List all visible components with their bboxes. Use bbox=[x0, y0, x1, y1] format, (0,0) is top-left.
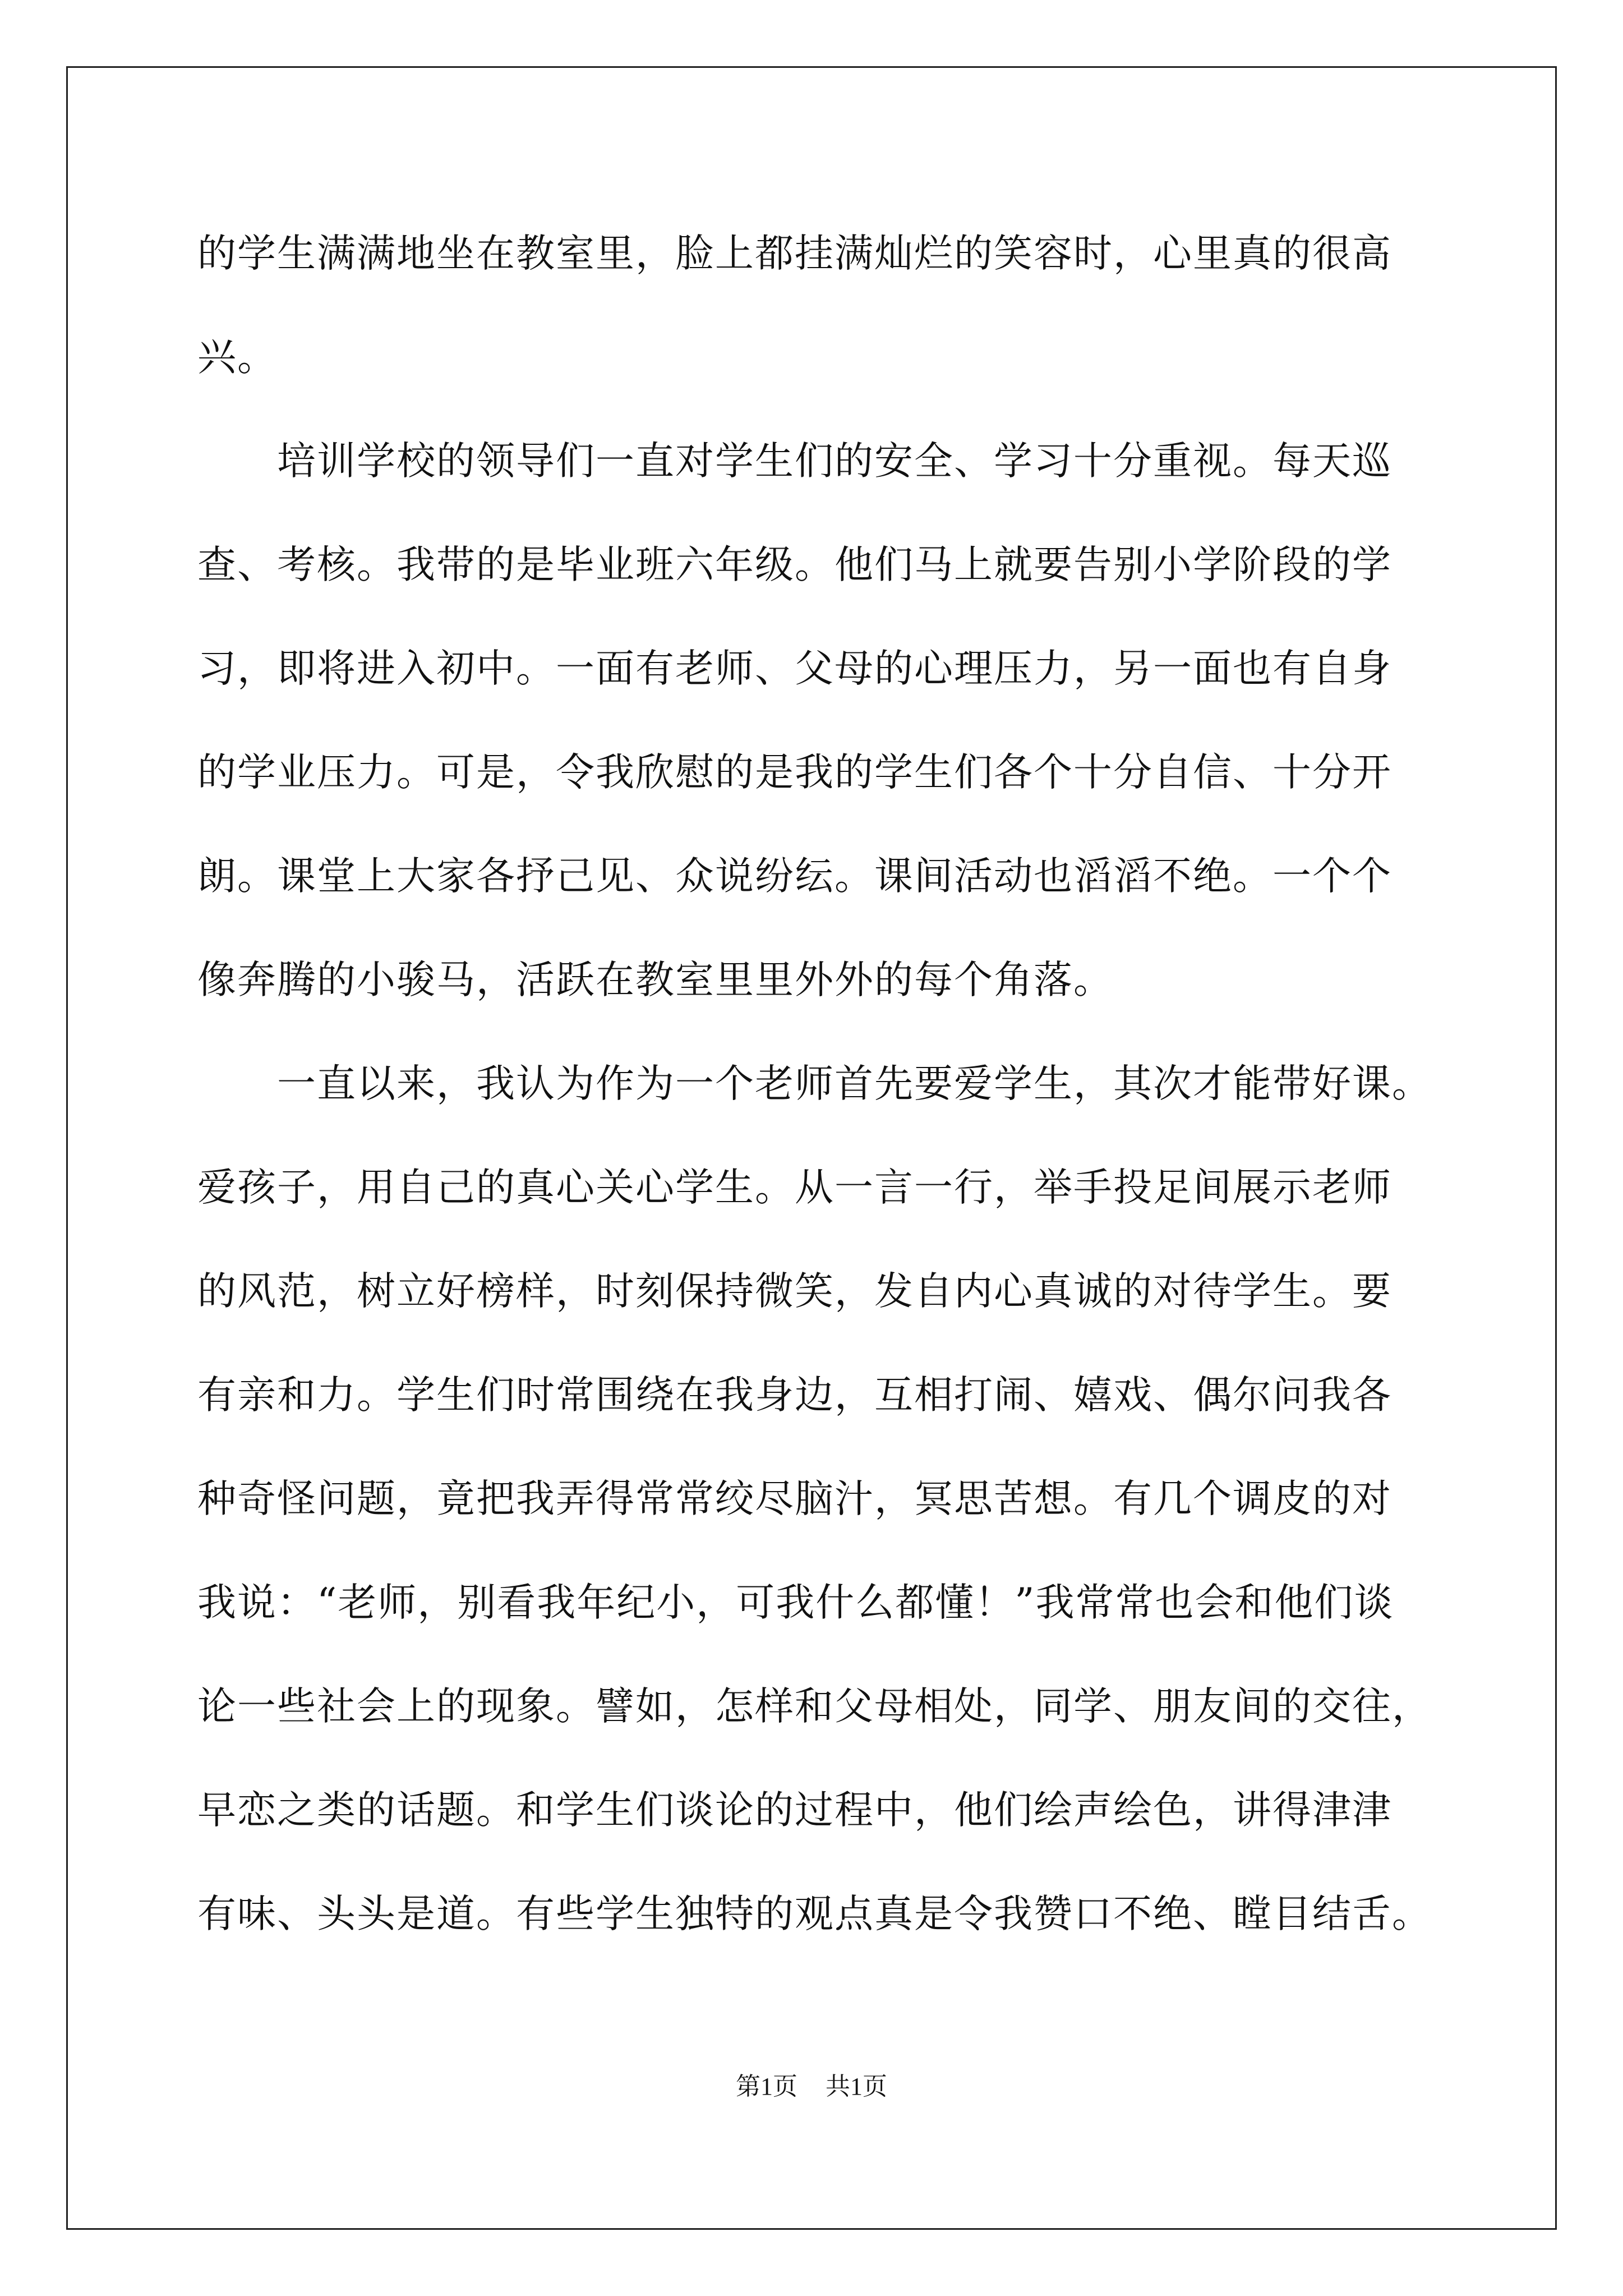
text-line: 的风范，树立好榜样，时刻保持微笑，发自内心真诚的对待学生。要 bbox=[197, 1269, 1392, 1314]
document-body bbox=[197, 202, 1459, 1966]
text-line: 有亲和力。学生们时常围绕在我身边，互相打闹、嬉戏、偶尔问我各 bbox=[197, 1373, 1392, 1418]
text-line: 早恋之类的话题。和学生们谈论的过程中，他们绘声绘色，讲得津津 bbox=[197, 1788, 1392, 1833]
text-line: 我说：“老师，别看我年纪小，可我什么都懂！”我常常也会和他们谈 bbox=[197, 1580, 1394, 1625]
page-footer bbox=[0, 2070, 1623, 2104]
text-line: 的学生满满地坐在教室里，脸上都挂满灿烂的笑容时，心里真的很高 bbox=[197, 231, 1392, 276]
text-line: 朗。课堂上大家各抒己见、众说纷纭。课间活动也滔滔不绝。一个个 bbox=[197, 854, 1392, 899]
page-total: 共1页 bbox=[826, 2073, 887, 2100]
text-line: 查、考核。我带的是毕业班六年级。他们马上就要告别小学阶段的学 bbox=[197, 542, 1392, 587]
text-line: 有味、头头是道。有些学生独特的观点真是令我赞口不绝、瞠目结舌。 bbox=[197, 1892, 1432, 1936]
text-line: 培训学校的领导们一直对学生们的安全、学习十分重视。每天巡 bbox=[197, 439, 1392, 484]
text-line: 种奇怪问题，竟把我弄得常常绞尽脑汁，冥思苦想。有几个调皮的对 bbox=[197, 1476, 1392, 1521]
text-line: 一直以来，我认为作为一个老师首先要爱学生，其次才能带好课。 bbox=[197, 1061, 1432, 1106]
text-line: 的学业压力。可是，令我欣慰的是我的学生们各个十分自信、十分开 bbox=[197, 750, 1392, 795]
text-line: 论一些社会上的现象。譬如，怎样和父母相处，同学、朋友间的交往， bbox=[197, 1684, 1432, 1729]
text-line: 像奔腾的小骏马，活跃在教室里里外外的每个角落。 bbox=[197, 958, 1113, 1002]
text-line: 习，即将进入初中。一面有老师、父母的心理压力，另一面也有自身 bbox=[197, 646, 1392, 691]
text-line: 爱孩子，用自己的真心关心学生。从一言一行，举手投足间展示老师 bbox=[197, 1165, 1392, 1210]
text-line: 兴。 bbox=[197, 335, 277, 380]
page-number: 第1页 bbox=[736, 2073, 797, 2100]
